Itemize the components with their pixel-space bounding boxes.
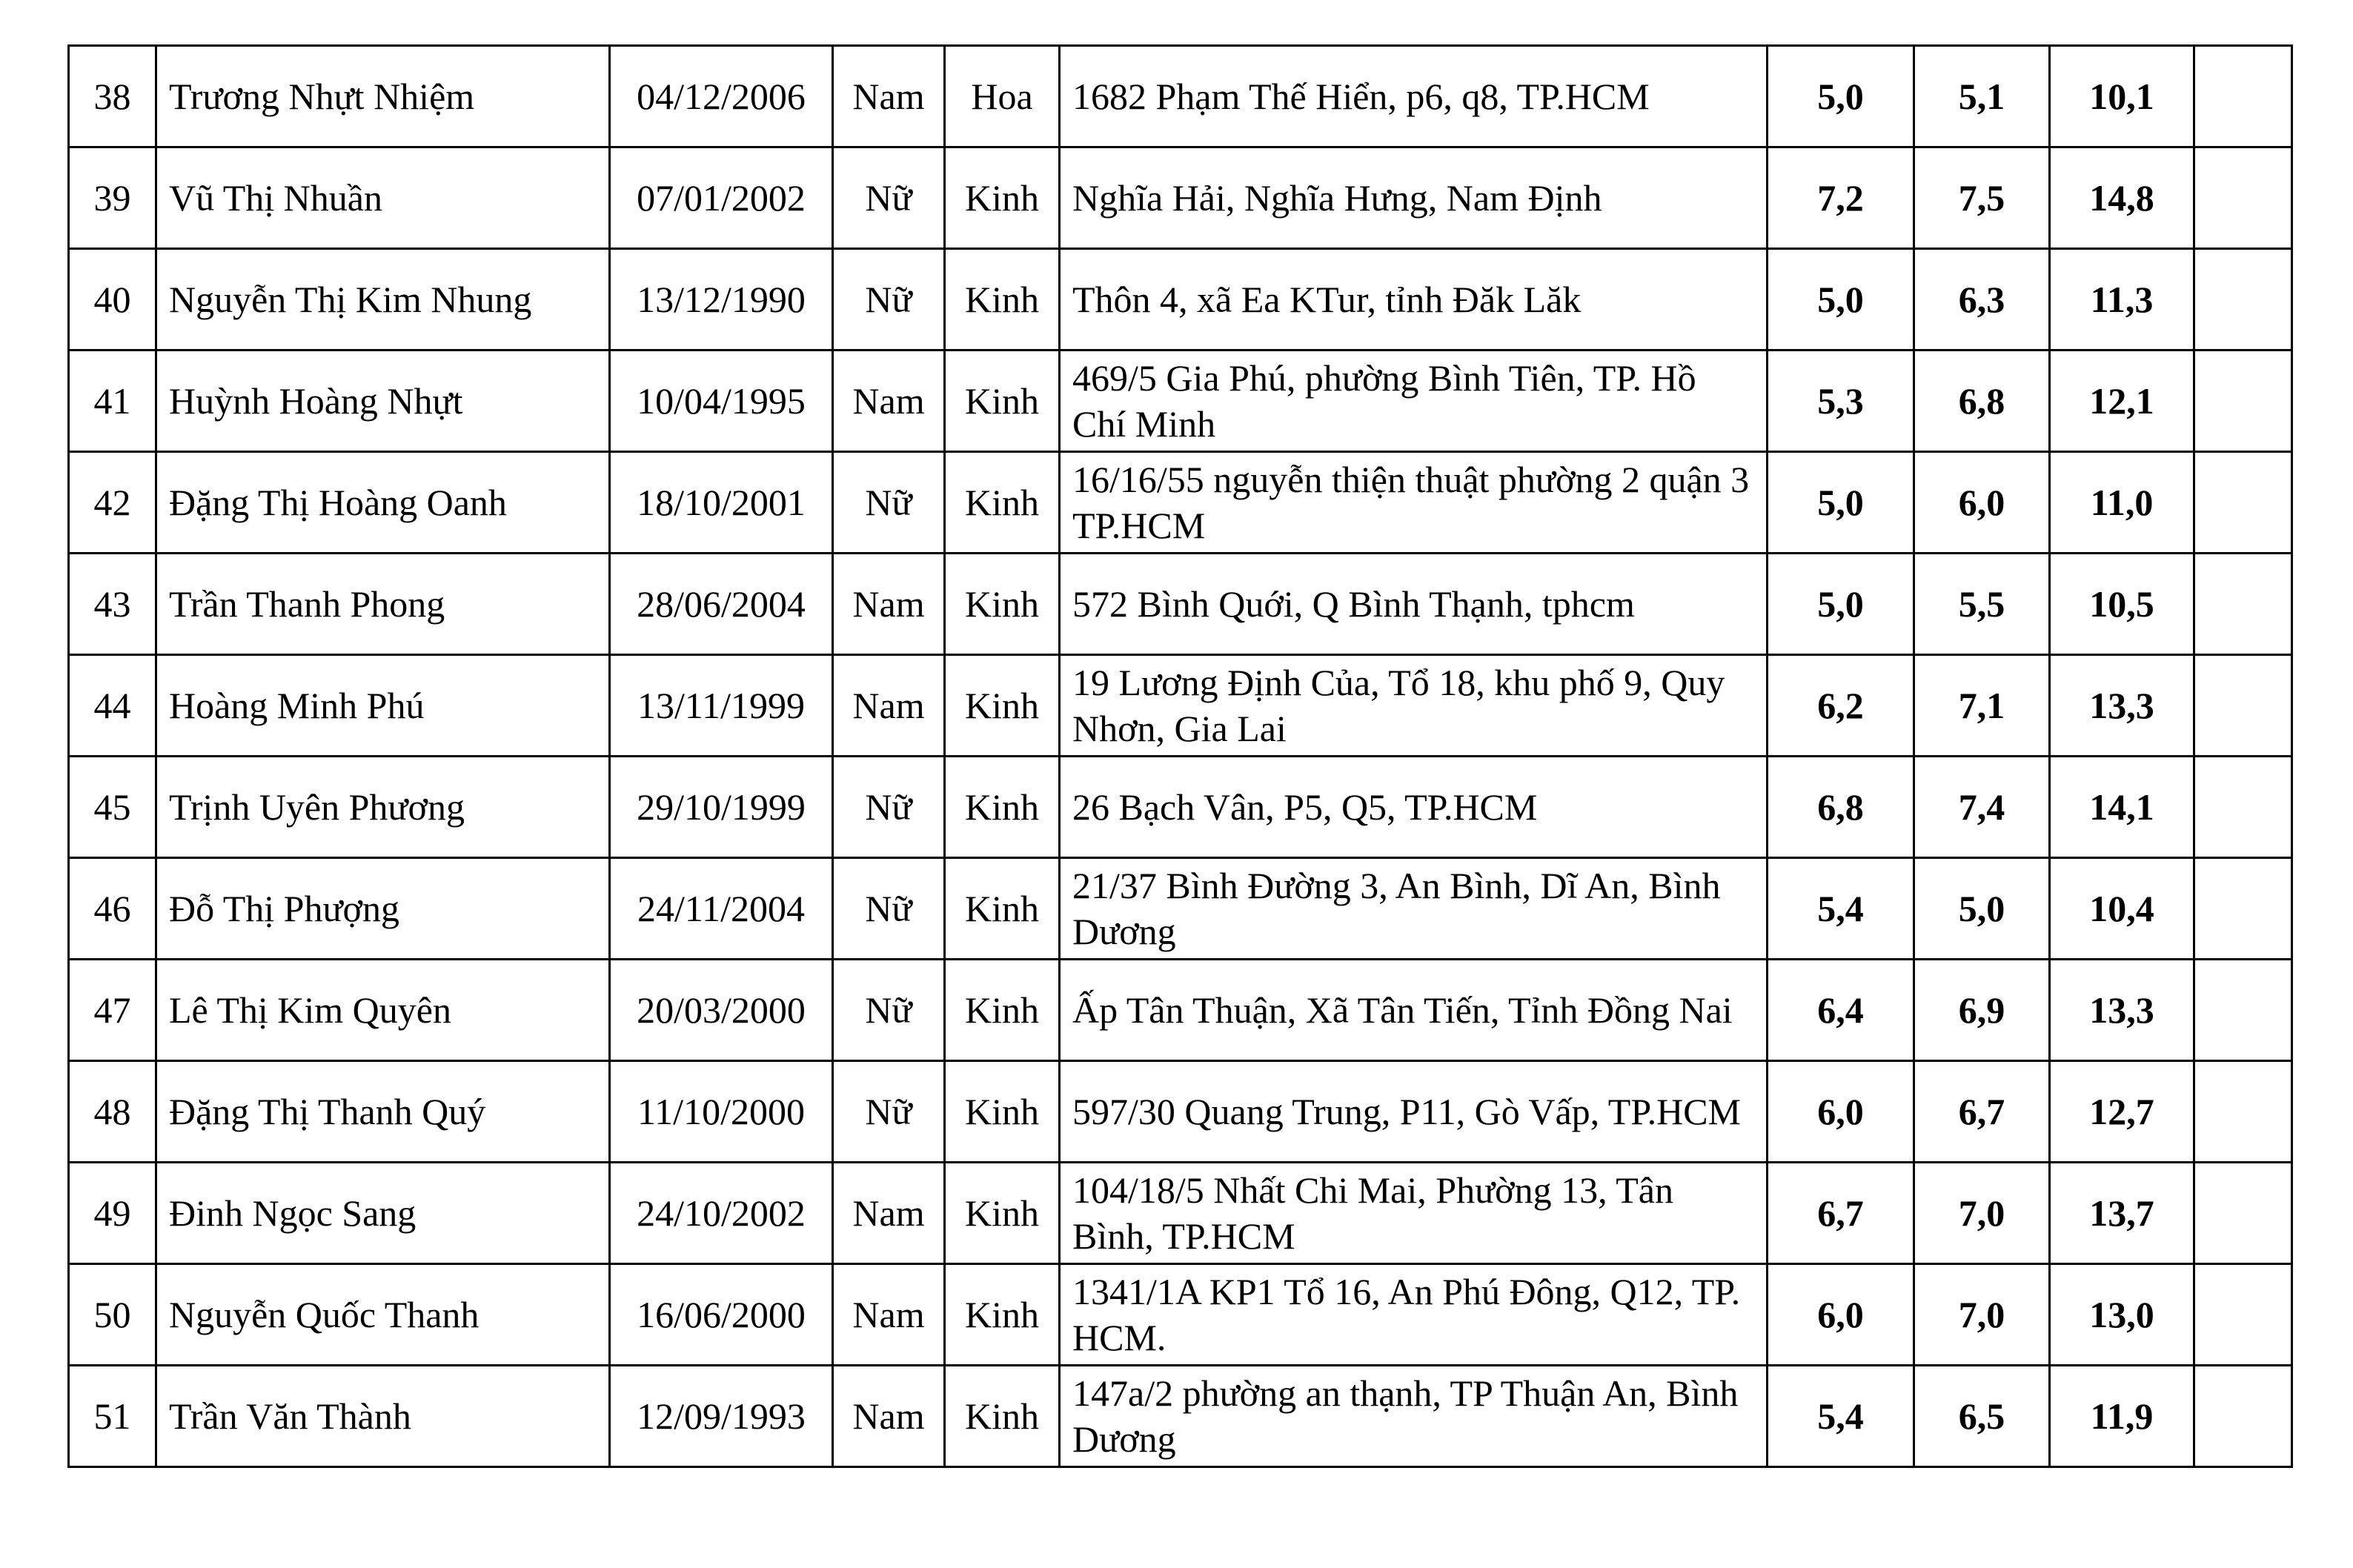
full-name-cell: Lê Thị Kim Quyên: [156, 960, 610, 1061]
note-cell: [2194, 452, 2292, 554]
score-1-cell: 6,7: [1768, 1163, 1914, 1264]
row-number-cell: 45: [69, 757, 156, 858]
ethnicity-cell: Kinh: [945, 249, 1060, 351]
score-2-cell: 6,8: [1914, 351, 2050, 452]
total-score-cell: 12,1: [2050, 351, 2194, 452]
full-name-cell: Trần Văn Thành: [156, 1366, 610, 1467]
gender-cell: Nam: [833, 351, 945, 452]
gender-cell: Nữ: [833, 858, 945, 960]
gender-cell: Nữ: [833, 1061, 945, 1163]
ethnicity-cell: Kinh: [945, 452, 1060, 554]
score-1-cell: 6,4: [1768, 960, 1914, 1061]
gender-cell: Nữ: [833, 960, 945, 1061]
address-cell: 19 Lương Định Của, Tổ 18, khu phố 9, Quy Nhơn, Gia Lai: [1060, 655, 1768, 757]
date-of-birth-cell: 16/06/2000: [610, 1264, 833, 1366]
date-of-birth-cell: 13/11/1999: [610, 655, 833, 757]
note-cell: [2194, 1163, 2292, 1264]
row-number-cell: 48: [69, 1061, 156, 1163]
full-name-cell: Đinh Ngọc Sang: [156, 1163, 610, 1264]
table-body: [69, 46, 2292, 1467]
total-score-cell: 13,3: [2050, 960, 2194, 1061]
address-cell: 572 Bình Quới, Q Bình Thạnh, tphcm: [1060, 554, 1768, 655]
score-1-cell: 7,2: [1768, 147, 1914, 249]
row-number-cell: 41: [69, 351, 156, 452]
ethnicity-cell: Hoa: [945, 46, 1060, 147]
score-2-cell: 6,3: [1914, 249, 2050, 351]
full-name-cell: Trịnh Uyên Phương: [156, 757, 610, 858]
score-2-cell: 6,7: [1914, 1061, 2050, 1163]
table-row: [69, 249, 2292, 351]
address-cell: 597/30 Quang Trung, P11, Gò Vấp, TP.HCM: [1060, 1061, 1768, 1163]
score-2-cell: 6,9: [1914, 960, 2050, 1061]
full-name-cell: Trương Nhựt Nhiệm: [156, 46, 610, 147]
ethnicity-cell: Kinh: [945, 1264, 1060, 1366]
total-score-cell: 10,4: [2050, 858, 2194, 960]
ethnicity-cell: Kinh: [945, 960, 1060, 1061]
score-1-cell: 5,0: [1768, 452, 1914, 554]
full-name-cell: Đặng Thị Thanh Quý: [156, 1061, 610, 1163]
address-cell: 26 Bạch Vân, P5, Q5, TP.HCM: [1060, 757, 1768, 858]
address-cell: 1341/1A KP1 Tổ 16, An Phú Đông, Q12, TP. HCM.: [1060, 1264, 1768, 1366]
total-score-cell: 13,7: [2050, 1163, 2194, 1264]
full-name-cell: Hoàng Minh Phú: [156, 655, 610, 757]
table-row: [69, 757, 2292, 858]
note-cell: [2194, 960, 2292, 1061]
row-number-cell: 42: [69, 452, 156, 554]
table-row: [69, 858, 2292, 960]
address-cell: 21/37 Bình Đường 3, An Bình, Dĩ An, Bình Dương: [1060, 858, 1768, 960]
gender-cell: Nam: [833, 554, 945, 655]
ethnicity-cell: Kinh: [945, 147, 1060, 249]
gender-cell: Nữ: [833, 452, 945, 554]
date-of-birth-cell: 24/10/2002: [610, 1163, 833, 1264]
full-name-cell: Nguyễn Quốc Thanh: [156, 1264, 610, 1366]
date-of-birth-cell: 28/06/2004: [610, 554, 833, 655]
date-of-birth-cell: 04/12/2006: [610, 46, 833, 147]
full-name-cell: Huỳnh Hoàng Nhựt: [156, 351, 610, 452]
total-score-cell: 11,9: [2050, 1366, 2194, 1467]
table-row: [69, 960, 2292, 1061]
full-name-cell: Vũ Thị Nhuần: [156, 147, 610, 249]
total-score-cell: 14,1: [2050, 757, 2194, 858]
total-score-cell: 11,0: [2050, 452, 2194, 554]
table-row: [69, 46, 2292, 147]
row-number-cell: 50: [69, 1264, 156, 1366]
date-of-birth-cell: 07/01/2002: [610, 147, 833, 249]
note-cell: [2194, 757, 2292, 858]
score-1-cell: 5,3: [1768, 351, 1914, 452]
total-score-cell: 11,3: [2050, 249, 2194, 351]
table-row: [69, 554, 2292, 655]
note-cell: [2194, 147, 2292, 249]
address-cell: 104/18/5 Nhất Chi Mai, Phường 13, Tân Bình, TP.HCM: [1060, 1163, 1768, 1264]
row-number-cell: 47: [69, 960, 156, 1061]
gender-cell: Nữ: [833, 249, 945, 351]
score-1-cell: 5,0: [1768, 46, 1914, 147]
ethnicity-cell: Kinh: [945, 1366, 1060, 1467]
ethnicity-cell: Kinh: [945, 554, 1060, 655]
score-2-cell: 7,0: [1914, 1163, 2050, 1264]
total-score-cell: 12,7: [2050, 1061, 2194, 1163]
total-score-cell: 10,1: [2050, 46, 2194, 147]
date-of-birth-cell: 20/03/2000: [610, 960, 833, 1061]
date-of-birth-cell: 10/04/1995: [610, 351, 833, 452]
row-number-cell: 44: [69, 655, 156, 757]
gender-cell: Nam: [833, 46, 945, 147]
full-name-cell: Trần Thanh Phong: [156, 554, 610, 655]
total-score-cell: 14,8: [2050, 147, 2194, 249]
score-1-cell: 6,0: [1768, 1264, 1914, 1366]
table-row: [69, 655, 2292, 757]
row-number-cell: 49: [69, 1163, 156, 1264]
full-name-cell: Nguyễn Thị Kim Nhung: [156, 249, 610, 351]
ethnicity-cell: Kinh: [945, 351, 1060, 452]
date-of-birth-cell: 12/09/1993: [610, 1366, 833, 1467]
row-number-cell: 40: [69, 249, 156, 351]
full-name-cell: Đặng Thị Hoàng Oanh: [156, 452, 610, 554]
row-number-cell: 43: [69, 554, 156, 655]
score-2-cell: 6,5: [1914, 1366, 2050, 1467]
note-cell: [2194, 858, 2292, 960]
gender-cell: Nam: [833, 1163, 945, 1264]
row-number-cell: 38: [69, 46, 156, 147]
gender-cell: Nữ: [833, 147, 945, 249]
total-score-cell: 10,5: [2050, 554, 2194, 655]
table-row: [69, 1264, 2292, 1366]
score-1-cell: 6,0: [1768, 1061, 1914, 1163]
score-1-cell: 6,2: [1768, 655, 1914, 757]
score-2-cell: 7,4: [1914, 757, 2050, 858]
candidate-score-table: [67, 44, 2293, 1468]
score-2-cell: 5,0: [1914, 858, 2050, 960]
date-of-birth-cell: 18/10/2001: [610, 452, 833, 554]
table-row: [69, 147, 2292, 249]
note-cell: [2194, 1366, 2292, 1467]
score-1-cell: 5,0: [1768, 554, 1914, 655]
score-1-cell: 6,8: [1768, 757, 1914, 858]
score-1-cell: 5,4: [1768, 858, 1914, 960]
ethnicity-cell: Kinh: [945, 858, 1060, 960]
note-cell: [2194, 655, 2292, 757]
table-row: [69, 1061, 2292, 1163]
address-cell: 147a/2 phường an thạnh, TP Thuận An, Bình Dương: [1060, 1366, 1768, 1467]
row-number-cell: 39: [69, 147, 156, 249]
address-cell: 16/16/55 nguyễn thiện thuật phường 2 quận 3 TP.HCM: [1060, 452, 1768, 554]
score-2-cell: 7,5: [1914, 147, 2050, 249]
note-cell: [2194, 1061, 2292, 1163]
score-2-cell: 6,0: [1914, 452, 2050, 554]
table-row: [69, 1366, 2292, 1467]
total-score-cell: 13,3: [2050, 655, 2194, 757]
note-cell: [2194, 554, 2292, 655]
row-number-cell: 46: [69, 858, 156, 960]
date-of-birth-cell: 24/11/2004: [610, 858, 833, 960]
note-cell: [2194, 249, 2292, 351]
address-cell: Nghĩa Hải, Nghĩa Hưng, Nam Định: [1060, 147, 1768, 249]
ethnicity-cell: Kinh: [945, 757, 1060, 858]
score-2-cell: 5,5: [1914, 554, 2050, 655]
table-row: [69, 351, 2292, 452]
total-score-cell: 13,0: [2050, 1264, 2194, 1366]
address-cell: 469/5 Gia Phú, phường Bình Tiên, TP. Hồ Chí Minh: [1060, 351, 1768, 452]
note-cell: [2194, 351, 2292, 452]
date-of-birth-cell: 11/10/2000: [610, 1061, 833, 1163]
date-of-birth-cell: 13/12/1990: [610, 249, 833, 351]
gender-cell: Nữ: [833, 757, 945, 858]
note-cell: [2194, 46, 2292, 147]
gender-cell: Nam: [833, 655, 945, 757]
full-name-cell: Đỗ Thị Phượng: [156, 858, 610, 960]
address-cell: Thôn 4, xã Ea KTur, tỉnh Đăk Lăk: [1060, 249, 1768, 351]
score-1-cell: 5,4: [1768, 1366, 1914, 1467]
score-2-cell: 5,1: [1914, 46, 2050, 147]
gender-cell: Nam: [833, 1366, 945, 1467]
ethnicity-cell: Kinh: [945, 1163, 1060, 1264]
row-number-cell: 51: [69, 1366, 156, 1467]
score-2-cell: 7,1: [1914, 655, 2050, 757]
table-row: [69, 1163, 2292, 1264]
table-row: [69, 452, 2292, 554]
ethnicity-cell: Kinh: [945, 655, 1060, 757]
date-of-birth-cell: 29/10/1999: [610, 757, 833, 858]
ethnicity-cell: Kinh: [945, 1061, 1060, 1163]
gender-cell: Nam: [833, 1264, 945, 1366]
note-cell: [2194, 1264, 2292, 1366]
score-1-cell: 5,0: [1768, 249, 1914, 351]
address-cell: Ấp Tân Thuận, Xã Tân Tiến, Tỉnh Đồng Nai: [1060, 960, 1768, 1061]
score-2-cell: 7,0: [1914, 1264, 2050, 1366]
address-cell: 1682 Phạm Thế Hiển, p6, q8, TP.HCM: [1060, 46, 1768, 147]
